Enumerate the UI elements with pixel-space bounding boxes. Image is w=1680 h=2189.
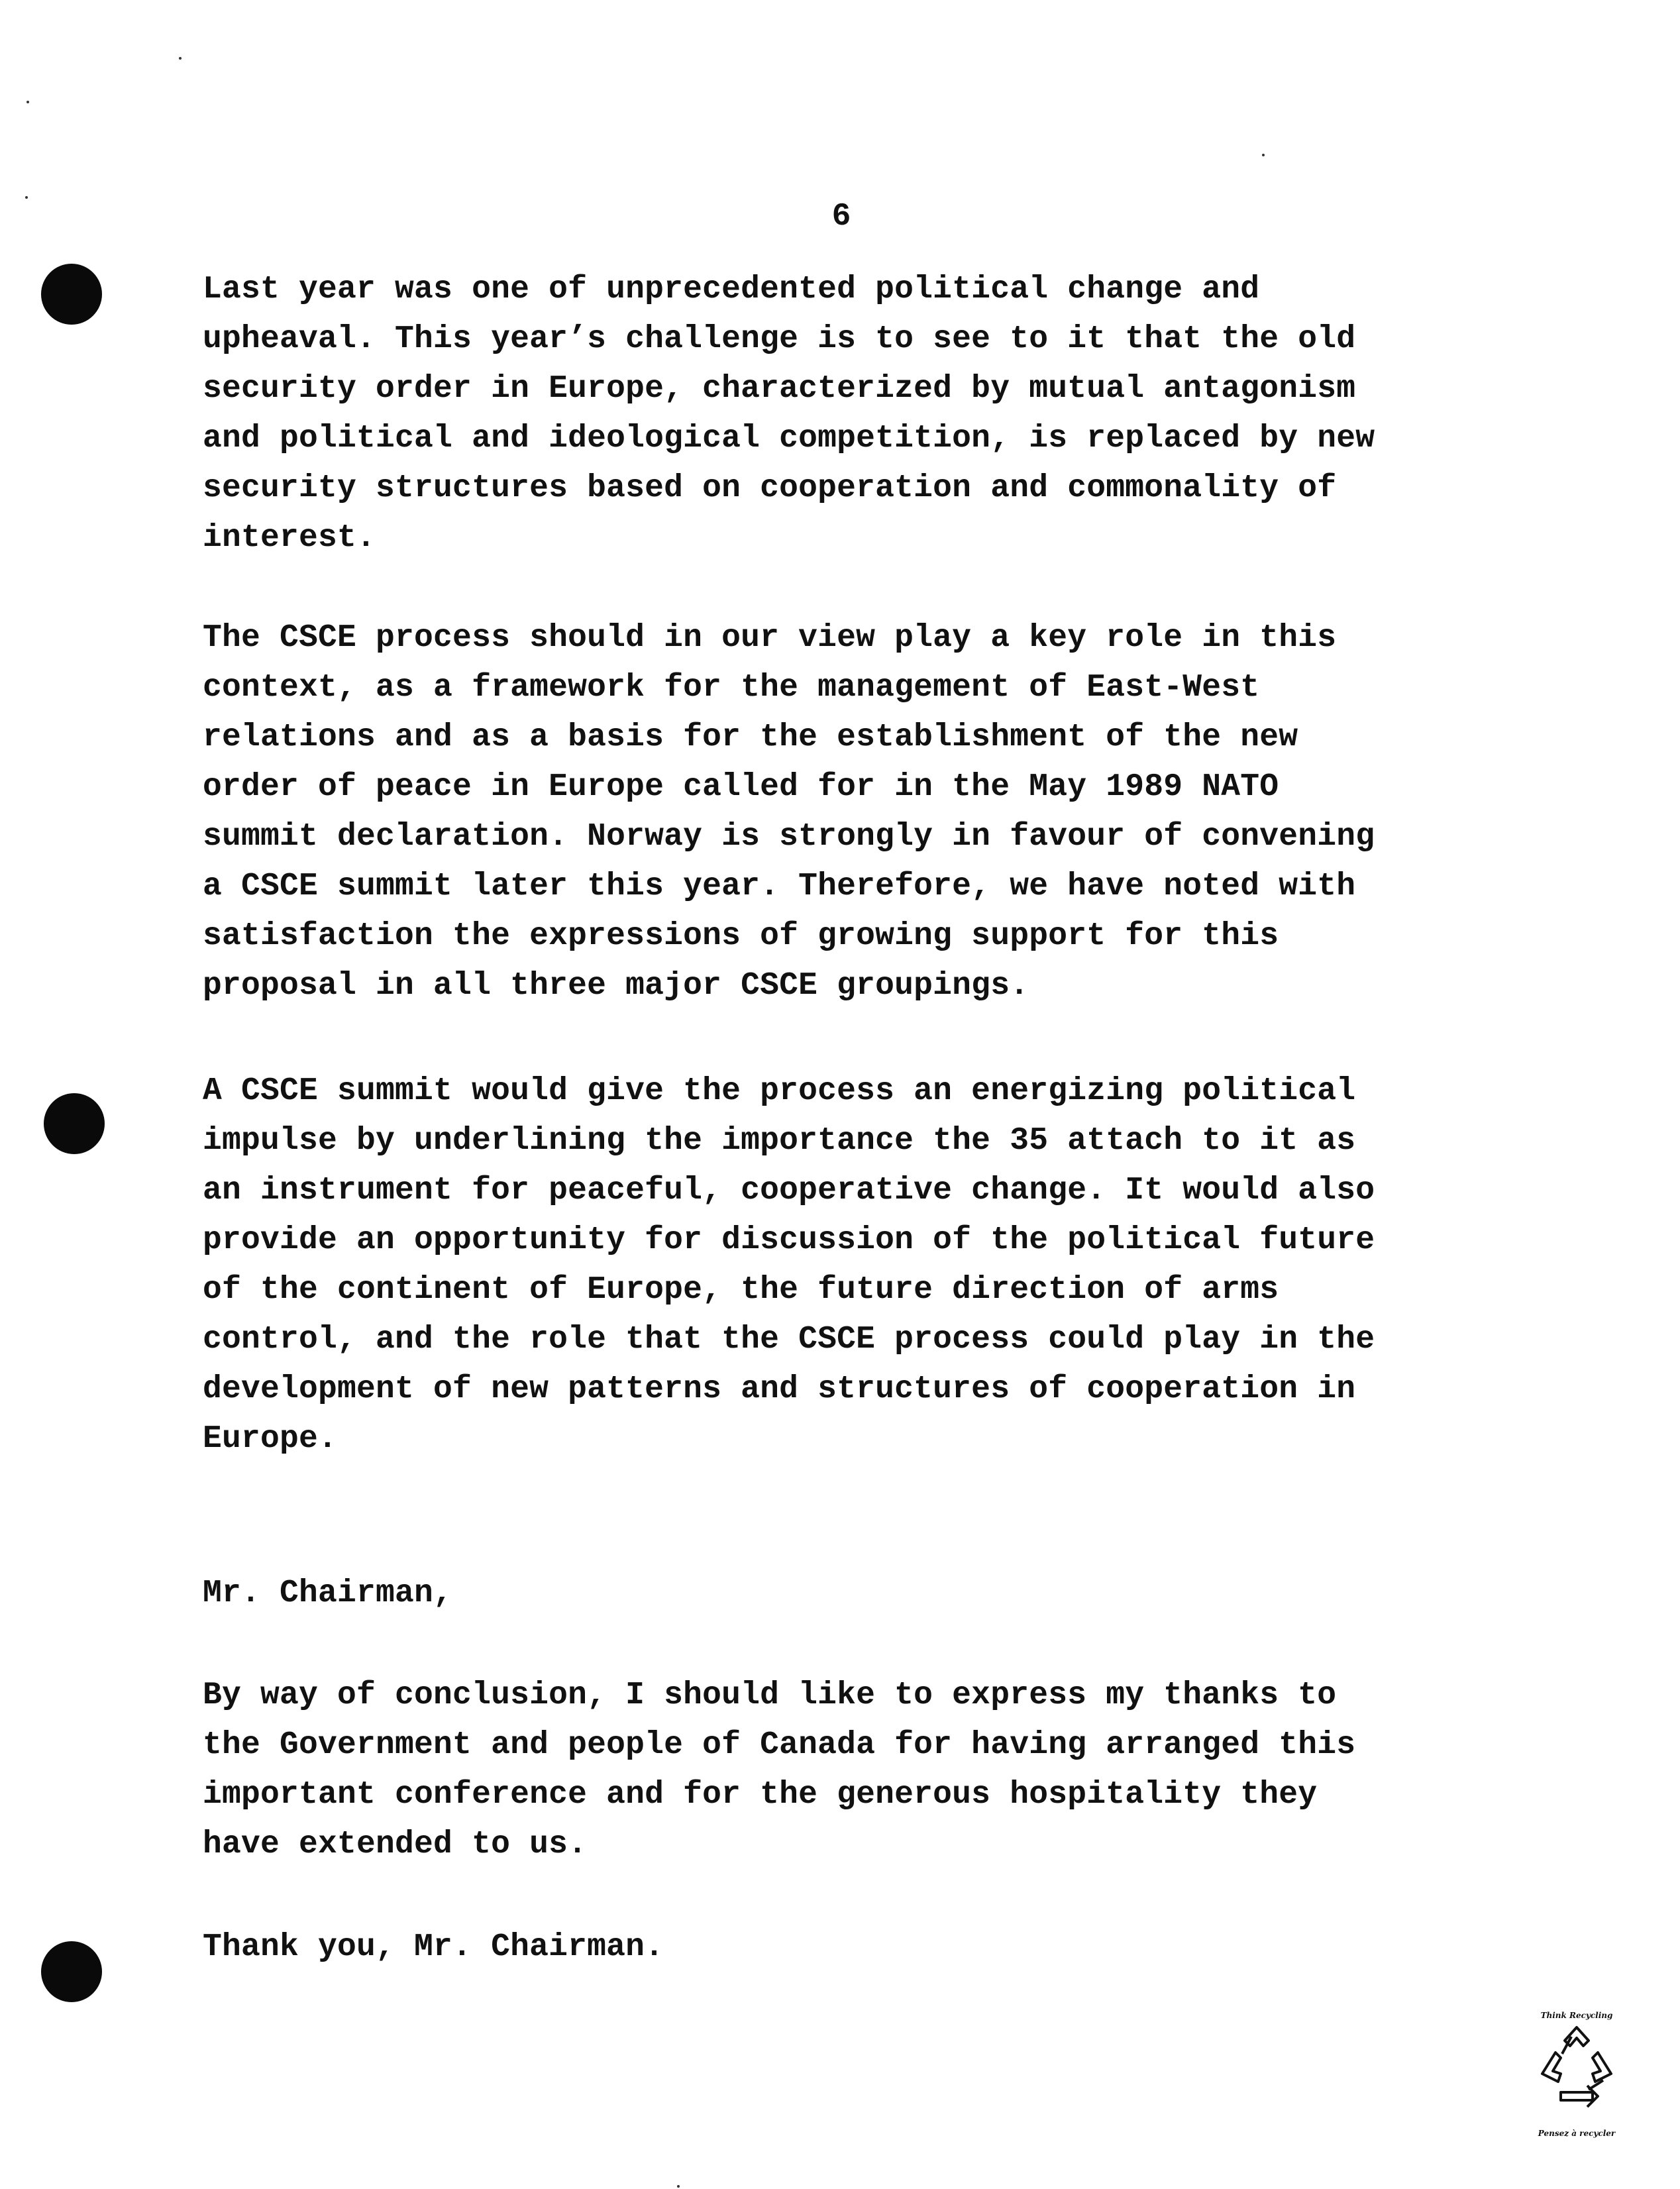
- text-line: impulse by underlining the importance the 35 attach to it as: [203, 1123, 1356, 1159]
- punch-hole-bottom: [41, 1941, 102, 2002]
- punch-hole-middle: [44, 1093, 105, 1154]
- paragraph-closing: [203, 1923, 1528, 1972]
- text-line: control, and the role that the CSCE process could play in the: [203, 1322, 1375, 1358]
- svg-text:Think Recycling: Think Recycling: [1540, 2011, 1613, 2020]
- text-line: Thank you, Mr. Chairman.: [203, 1929, 664, 1965]
- paragraph-conclusion: [203, 1671, 1528, 1870]
- paragraph-salutation: [203, 1569, 1528, 1619]
- text-line: proposal in all three major CSCE groupings.: [203, 968, 1029, 1004]
- scan-speck: [26, 101, 29, 103]
- text-line: A CSCE summit would give the process an energizing political: [203, 1073, 1356, 1109]
- text-line: upheaval. This year’s challenge is to see to it that the old: [203, 321, 1356, 357]
- text-line: order of peace in Europe called for in the May 1989 NATO: [203, 769, 1279, 805]
- scan-speck: [677, 2185, 680, 2188]
- text-line: security structures based on cooperation and commonality of: [203, 470, 1337, 506]
- text-line: an instrument for peaceful, cooperative change. It would also: [203, 1173, 1375, 1208]
- text-line: and political and ideological competition, is replaced by new: [203, 421, 1375, 456]
- text-line: a CSCE summit later this year. Therefore, we have noted with: [203, 869, 1356, 904]
- text-line: development of new patterns and structures of cooperation in: [203, 1371, 1356, 1407]
- text-line: By way of conclusion, I should like to express my thanks to: [203, 1678, 1337, 1713]
- svg-text:Pensez à recycler: Pensez à recycler: [1538, 2129, 1616, 2138]
- punch-hole-top: [41, 264, 102, 325]
- text-line: security order in Europe, characterized by mutual antagonism: [203, 371, 1356, 407]
- recycle-icon: [1524, 2007, 1630, 2140]
- text-line: context, as a framework for the management of East-West: [203, 670, 1260, 706]
- text-line: summit declaration. Norway is strongly in favour of convening: [203, 819, 1375, 855]
- text-line: of the continent of Europe, the future direction of arms: [203, 1272, 1279, 1308]
- text-line: The CSCE process should in our view play a key role in this: [203, 620, 1337, 656]
- text-line: interest.: [203, 520, 376, 556]
- text-line: provide an opportunity for discussion of the political future: [203, 1222, 1375, 1258]
- text-line: Europe.: [203, 1421, 338, 1457]
- text-line: Mr. Chairman,: [203, 1575, 453, 1611]
- text-line: important conference and for the generous hospitality they: [203, 1777, 1318, 1813]
- scan-speck: [1262, 154, 1265, 156]
- text-line: satisfaction the expressions of growing support for this: [203, 918, 1279, 954]
- scan-speck: [179, 57, 182, 60]
- paragraph-csce-summit: [203, 1067, 1528, 1464]
- paragraph-security-order: [203, 265, 1528, 563]
- recycle-logo: [1524, 2007, 1630, 2140]
- text-line: have extended to us.: [203, 1827, 588, 1862]
- text-line: relations and as a basis for the establishment of the new: [203, 720, 1298, 755]
- text-line: Last year was one of unprecedented political change and: [203, 272, 1260, 307]
- paragraph-csce-process: [203, 614, 1528, 1011]
- scan-speck: [25, 196, 28, 199]
- page-number: 6: [831, 199, 851, 235]
- text-line: the Government and people of Canada for having arranged this: [203, 1727, 1356, 1763]
